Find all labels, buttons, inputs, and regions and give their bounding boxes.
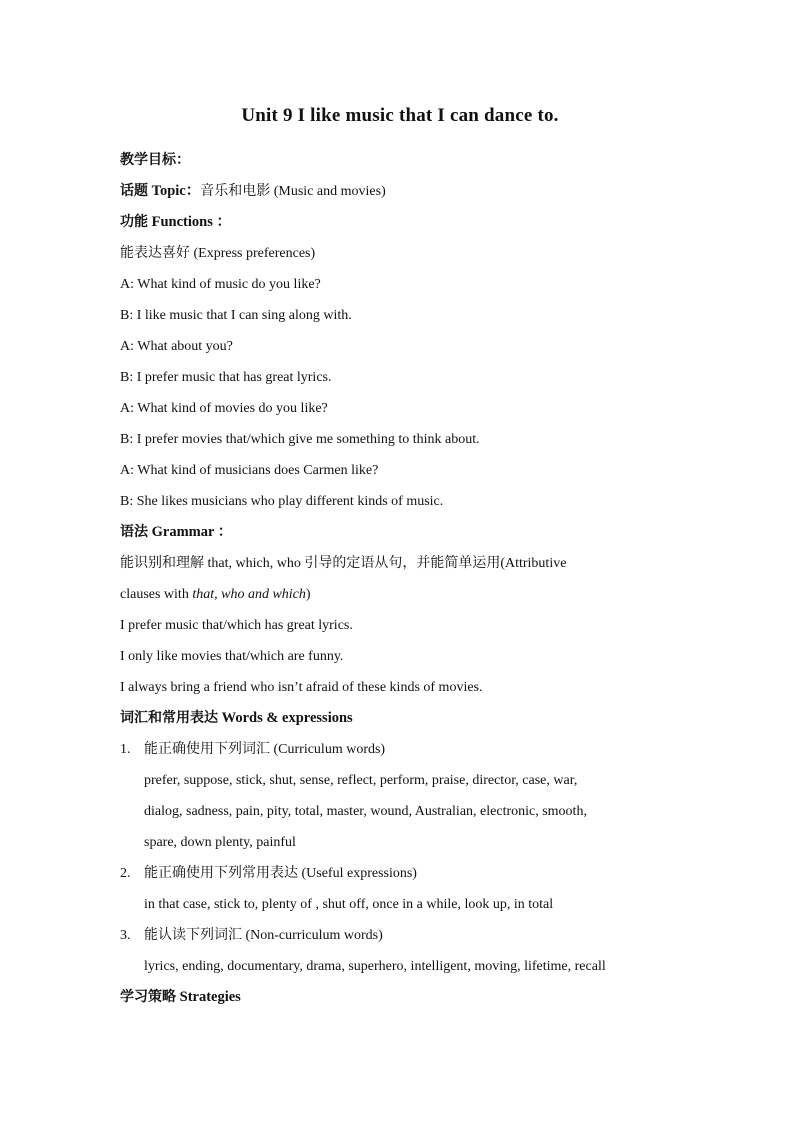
word-list-line: spare, down plenty, painful [144, 835, 296, 850]
grammar-desc-cn2: 引导的定语从句，并能简单运用 [304, 555, 501, 571]
word-list-line: lyrics, ending, documentary, drama, superhero, intelligent, moving, lifetime, recall [144, 959, 606, 974]
goals-heading [120, 145, 680, 176]
expression-list-line: in that case, stick to, plenty of , shut off, once in a while, look up, in total [144, 897, 554, 912]
list-item-text-cn: 能认读下列词汇 [144, 927, 242, 943]
grammar-desc-line-2 [120, 579, 680, 610]
strategies-label-cn: 学习策略 [120, 989, 176, 1005]
express-text-en: (Express preferences) [190, 246, 316, 261]
grammar-desc-line-1 [120, 548, 680, 579]
list-item-number: 1. [120, 742, 131, 757]
functions-label-cn: 功能 [120, 214, 148, 230]
goals-heading-text: 教学目标： [120, 152, 190, 168]
topic-label-cn: 话题 [120, 183, 148, 199]
document-page [120, 100, 680, 1013]
list-item-text-en: (Useful expressions) [298, 866, 417, 881]
dialogue-line: A: What kind of music do you like? [120, 277, 321, 292]
dialogue-line: B: I prefer music that has great lyrics. [120, 370, 332, 385]
dialogue-line: B: I prefer movies that/which give me something to think about. [120, 432, 480, 447]
grammar-desc-line2-a: clauses with [120, 587, 193, 602]
example-sentence: I only like movies that/which are funny. [120, 649, 344, 664]
list-item-number: 2. [120, 866, 131, 881]
grammar-label-cn: 语法 [120, 524, 148, 540]
express-text-cn: 能表达喜好 [120, 245, 190, 261]
page-title: Unit 9 I like music that I can dance to. [241, 105, 559, 126]
dialogue-line: A: What kind of musicians does Carmen like? [120, 463, 379, 478]
topic-text-en: (Music and movies) [270, 184, 386, 199]
grammar-label-en: Grammar ： [148, 524, 233, 540]
word-list-line: prefer, suppose, stick, shut, sense, reflect, perform, praise, director, case, war, [144, 773, 578, 788]
grammar-heading [120, 517, 680, 548]
vocab-label-cn: 词汇和常用表达 [120, 710, 218, 726]
dialogue-line: B: She likes musicians who play different kinds of music. [120, 494, 444, 509]
list-item-2 [120, 858, 680, 889]
vocab-heading [120, 703, 680, 734]
dialogue-line: A: What kind of movies do you like? [120, 401, 328, 416]
grammar-desc-en2: (Attributive [500, 556, 567, 571]
list-item-3 [120, 920, 680, 951]
functions-heading [120, 207, 680, 238]
dialogue-line: B: I like music that I can sing along with. [120, 308, 352, 323]
word-list-line: dialog, sadness, pain, pity, total, master, wound, Australian, electronic, smooth, [144, 804, 587, 819]
topic-text-cn: 音乐和电影 [200, 183, 271, 199]
strategies-label-en: Strategies [176, 989, 241, 1005]
express-line [120, 238, 680, 269]
list-item-number: 3. [120, 928, 131, 943]
functions-label-en: Functions ： [148, 214, 231, 230]
topic-line [120, 176, 680, 207]
list-item-1 [120, 734, 680, 765]
list-item-text-en: (Curriculum words) [270, 742, 386, 757]
grammar-desc-en1: that, which, who [204, 556, 305, 571]
example-sentence: I always bring a friend who isn’t afraid of these kinds of movies. [120, 680, 483, 695]
topic-label-en: Topic： [148, 183, 201, 199]
list-item-text-cn: 能正确使用下列词汇 [144, 741, 270, 757]
list-item-text-cn: 能正确使用下列常用表达 [144, 865, 298, 881]
grammar-desc-line2-italic: that, who and which [192, 587, 306, 602]
list-item-text-en: (Non-curriculum words) [242, 928, 383, 943]
dialogue-line: A: What about you? [120, 339, 233, 354]
grammar-desc-line2-b: ) [305, 587, 311, 602]
vocab-label-en: Words & expressions [218, 710, 353, 726]
example-sentence: I prefer music that/which has great lyrics. [120, 618, 353, 633]
strategies-heading [120, 982, 680, 1013]
grammar-desc-cn1: 能识别和理解 [120, 555, 204, 571]
